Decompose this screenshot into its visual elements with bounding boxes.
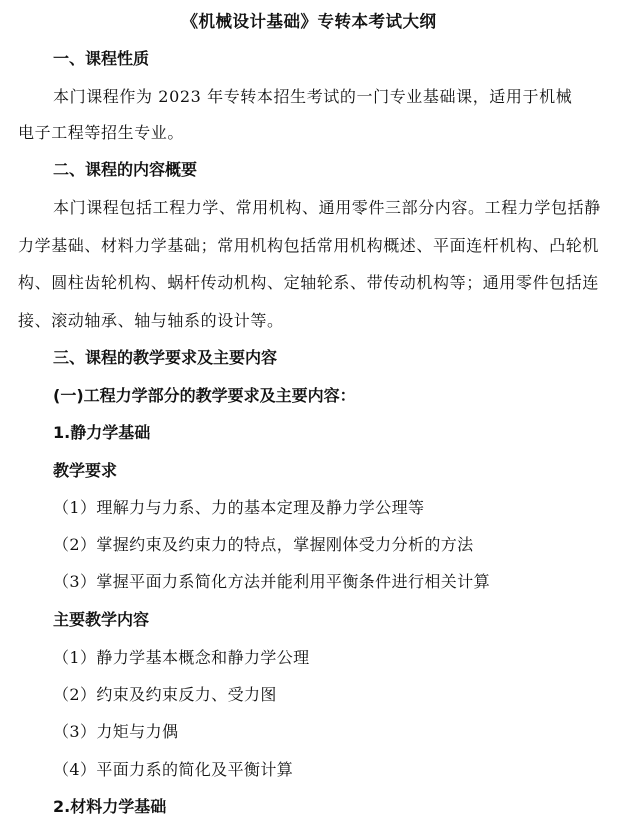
list-item: （1）理解力与力系、力的基本定理及静力学公理等 <box>53 498 425 517</box>
chapter-heading-materials-mechanics: 2.材料力学基础 <box>53 797 167 816</box>
section-heading-content-overview: 二、课程的内容概要 <box>53 160 198 179</box>
requirements-heading: 教学要求 <box>53 461 118 480</box>
paragraph-line: 本门课程包括工程力学、常用机构、通用零件三部分内容。工程力学包括静 <box>53 198 601 217</box>
paragraph-line: 力学基础、材料力学基础；常用机构包括常用机构概述、平面连杆机构、凸轮机 <box>18 236 600 255</box>
section-heading-teaching-requirements: 三、课程的教学要求及主要内容 <box>53 348 278 367</box>
list-item: （3）掌握平面力系简化方法并能利用平衡条件进行相关计算 <box>53 572 490 591</box>
chapter-heading-statics: 1.静力学基础 <box>53 423 151 442</box>
section-heading-course-nature: 一、课程性质 <box>53 49 150 68</box>
list-item: （4）平面力系的简化及平衡计算 <box>53 760 294 779</box>
list-item: （2）掌握约束及约束力的特点，掌握刚体受力分析的方法 <box>53 535 474 554</box>
content-heading: 主要教学内容 <box>53 610 150 629</box>
paragraph-line: 构、圆柱齿轮机构、蜗杆传动机构、定轴轮系、带传动机构等；通用零件包括连 <box>18 273 600 292</box>
document-title: 《机械设计基础》专转本考试大纲 <box>181 12 437 31</box>
list-item: （3）力矩与力偶 <box>53 722 179 741</box>
list-item: （1）静力学基本概念和静力学公理 <box>53 648 310 667</box>
paragraph-line: 接、滚动轴承、轴与轴系的设计等。 <box>18 311 284 330</box>
subsection-heading-engineering-mechanics: (一)工程力学部分的教学要求及主要内容： <box>53 386 356 405</box>
list-item: （2）约束及约束反力、受力图 <box>53 685 277 704</box>
paragraph-line: 电子工程等招生专业。 <box>18 123 185 142</box>
paragraph-line: 本门课程作为 2023 年专转本招生考试的一门专业基础课，适用于机械 <box>53 87 573 106</box>
